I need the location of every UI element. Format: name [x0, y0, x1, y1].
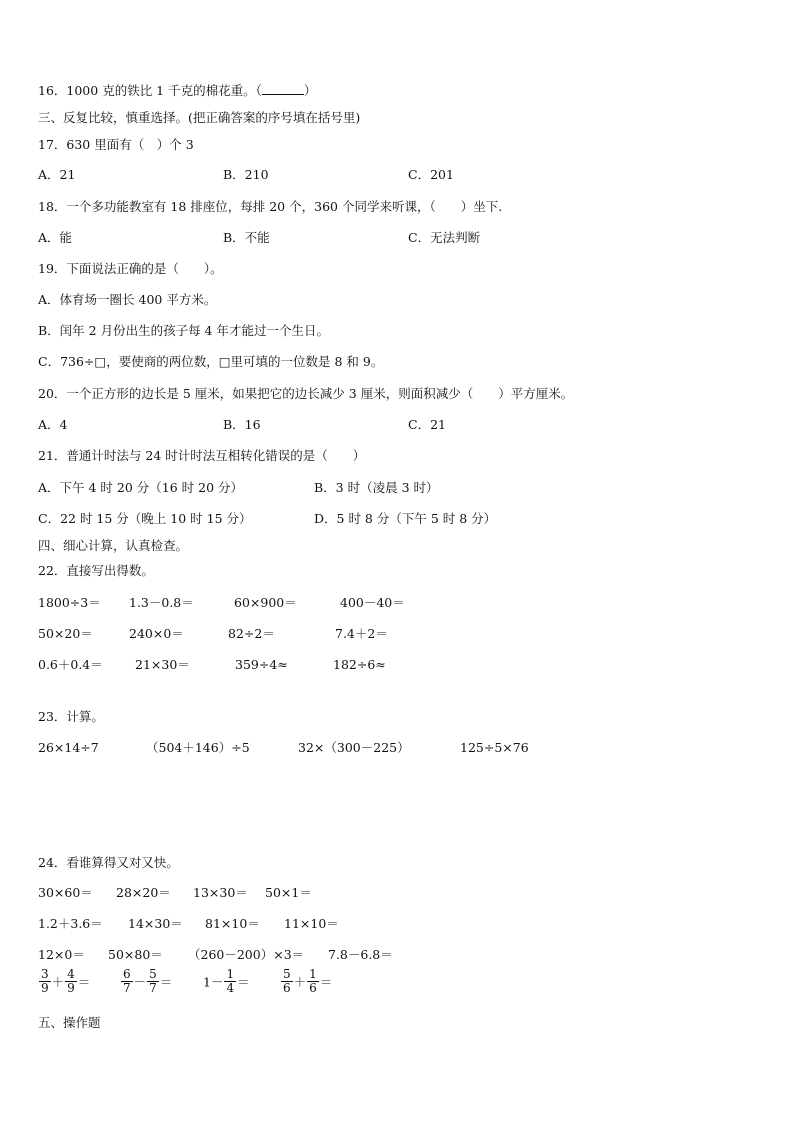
option-a[interactable]: A．体育场一圈长 400 平方米。 — [38, 292, 217, 307]
calc-item: （504＋146）÷5 — [146, 740, 250, 755]
option-c[interactable]: C．22 时 15 分（晚上 10 时 15 分） — [38, 511, 252, 526]
calc-item: 182÷6≈ — [333, 657, 386, 672]
option-c[interactable]: C．736÷□，要使商的两位数，□里可填的一位数是 8 和 9。 — [38, 354, 384, 369]
fraction: $\frac{5}{7}$ — [149, 967, 157, 995]
calc-item: 14×30＝ — [128, 916, 183, 931]
question-24-stem: 24．看谁算得又对又快。 — [38, 855, 179, 870]
question-20-stem: 20．一个正方形的边长是 5 厘米，如果把它的边长减少 3 厘米，则面积减少（ ）平方厘米。 — [38, 386, 574, 401]
fraction-item-2: $\frac{6}{7}$ － $\frac{5}{7}$ ＝ — [123, 967, 173, 995]
option-b[interactable]: B．3 时（凌晨 3 时） — [314, 480, 439, 495]
section-4-heading: 四、细心计算，认真检查。 — [38, 538, 189, 553]
option-b[interactable]: B．闰年 2 月份出生的孩子每 4 年才能过一个生日。 — [38, 323, 329, 338]
option-b[interactable]: B．不能 — [223, 230, 270, 245]
calc-item: 0.6＋0.4＝ — [38, 657, 103, 672]
calc-item: 50×80＝ — [108, 947, 163, 962]
option-d[interactable]: D．5 时 8 分（下午 5 时 8 分） — [314, 511, 497, 526]
fraction-item-3: 1－ $\frac{1}{4}$ ＝ — [203, 967, 250, 995]
calc-item: 7.4＋2＝ — [335, 626, 388, 641]
calc-item: （260－200）×3＝ — [188, 947, 305, 962]
question-22-stem: 22．直接写出得数。 — [38, 563, 154, 578]
question-18-stem: 18．一个多功能教室有 18 排座位，每排 20 个，360 个同学来听课，（ ）坐下. — [38, 199, 503, 214]
option-a[interactable]: A．21 — [38, 167, 76, 182]
question-19-stem: 19．下面说法正确的是（ ）。 — [38, 261, 223, 276]
calc-item: 359÷4≈ — [235, 657, 288, 672]
option-c[interactable]: C．无法判断 — [408, 230, 481, 245]
calc-item: 240×0＝ — [129, 626, 184, 641]
fraction: $\frac{3}{9}$ — [41, 967, 49, 995]
option-a[interactable]: A．下午 4 时 20 分（16 时 20 分） — [38, 480, 244, 495]
fraction: $\frac{4}{9}$ — [67, 967, 75, 995]
option-c[interactable]: C．201 — [408, 167, 454, 182]
answer-blank[interactable] — [262, 82, 304, 95]
calc-item: 400－40＝ — [340, 595, 405, 610]
option-a[interactable]: A．4 — [38, 417, 68, 432]
calc-item: 81×10＝ — [205, 916, 260, 931]
option-b[interactable]: B．16 — [223, 417, 261, 432]
calc-item: 7.8－6.8＝ — [328, 947, 393, 962]
calc-item: 13×30＝ — [193, 885, 248, 900]
section-5-heading: 五、操作题 — [38, 1015, 101, 1030]
option-c[interactable]: C．21 — [408, 417, 446, 432]
calc-item: 26×14÷7 — [38, 740, 99, 755]
calc-item: 1.3－0.8＝ — [129, 595, 194, 610]
fraction: $\frac{6}{7}$ — [123, 967, 131, 995]
calc-item: 11×10＝ — [284, 916, 339, 931]
option-b[interactable]: B．210 — [223, 167, 269, 182]
calc-item: 28×20＝ — [116, 885, 171, 900]
calc-item: 60×900＝ — [234, 595, 297, 610]
calc-item: 1800÷3＝ — [38, 595, 101, 610]
question-23-stem: 23．计算。 — [38, 709, 104, 724]
fraction-item-4: $\frac{5}{6}$ ＋ $\frac{1}{6}$ ＝ — [283, 967, 333, 995]
question-16: 16．1000 克的铁比 1 千克的棉花重。（ ） — [38, 83, 317, 98]
option-a[interactable]: A．能 — [38, 230, 73, 245]
calc-item: 50×20＝ — [38, 626, 93, 641]
fraction: $\frac{5}{6}$ — [283, 967, 291, 995]
fraction: $\frac{1}{4}$ — [226, 967, 235, 995]
calc-item: 82÷2＝ — [228, 626, 275, 641]
calc-item: 125÷5×76 — [460, 740, 529, 755]
fraction: $\frac{1}{6}$ — [309, 967, 317, 995]
section-3-heading: 三、反复比较，慎重选择。(把正确答案的序号填在括号里) — [38, 110, 361, 125]
calc-item: 12×0＝ — [38, 947, 85, 962]
calc-item: 30×60＝ — [38, 885, 93, 900]
calc-item: 21×30＝ — [135, 657, 190, 672]
calc-item: 50×1＝ — [265, 885, 312, 900]
question-17-stem: 17．630 里面有（ ）个 3 — [38, 137, 194, 152]
fraction-item-1: $\frac{3}{9}$ ＋ $\frac{4}{9}$ ＝ — [41, 967, 91, 995]
calc-item: 1.2＋3.6＝ — [38, 916, 103, 931]
question-21-stem: 21．普通计时法与 24 时计时法互相转化错误的是（ ） — [38, 448, 366, 463]
calc-item: 32×（300－225） — [298, 740, 410, 755]
